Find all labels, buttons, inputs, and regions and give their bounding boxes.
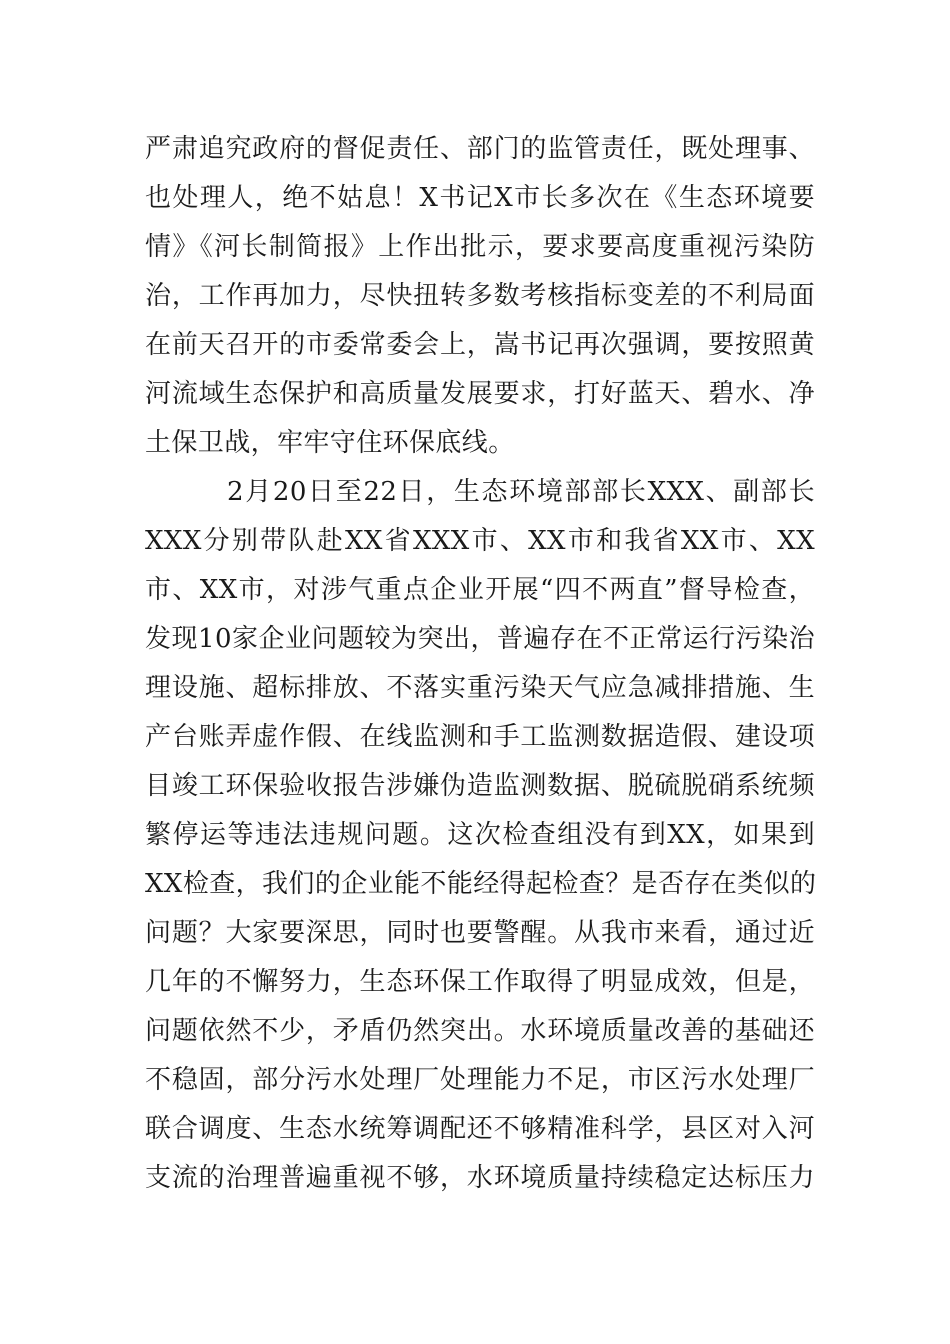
paragraph-2-line-8: 繁停运等违法违规问题。这次检查组没有到XX，如果到 [145,820,815,850]
paragraph-2-line-14: 联合调度、生态水统筹调配还不够精准科学，县区对入河 [145,1114,815,1144]
paragraph-1-line-7: 土保卫战，牢牢守住环保底线。 [145,428,515,458]
paragraph-2-line-3: 市、XX市，对涉气重点企业开展“四不两直”督导检查， [145,575,815,605]
paragraph-1-line-5: 在前天召开的市委常委会上，嵩书记再次强调，要按照黄 [145,330,815,360]
paragraph-2-line-10: 问题？大家要深思，同时也要警醒。从我市来看，通过近 [145,918,815,948]
paragraph-1 [145,125,815,468]
paragraph-1-line-1: 严肃追究政府的督促责任、部门的监管责任，既处理事、 [145,134,815,164]
paragraph-2-line-7: 目竣工环保验收报告涉嫌伪造监测数据、脱硫脱硝系统频 [145,771,815,801]
paragraph-2 [145,468,815,1203]
paragraph-2-line-9: XX检查，我们的企业能不能经得起检查？是否存在类似的 [145,869,817,899]
paragraph-2-line-2: XXX分别带队赴XX省XXX市、XX市和我省XX市、XX [145,526,815,556]
paragraph-1-line-3: 情》《河长制简报》上作出批示，要求要高度重视污染防 [145,232,815,262]
paragraph-2-line-6: 产台账弄虚作假、在线监测和手工监测数据造假、建设项 [145,722,815,752]
paragraph-2-line-5: 理设施、超标排放、不落实重污染天气应急减排措施、生 [145,673,815,703]
document-body [145,125,815,1203]
paragraph-2-line-12: 问题依然不少，矛盾仍然突出。水环境质量改善的基础还 [145,1016,815,1046]
paragraph-2-line-13: 不稳固，部分污水处理厂处理能力不足，市区污水处理厂 [145,1065,815,1095]
paragraph-1-line-4: 治，工作再加力，尽快扭转多数考核指标变差的不利局面 [145,281,815,311]
paragraph-2-line-15: 支流的治理普遍重视不够，水环境质量持续稳定达标压力 [145,1163,815,1193]
paragraph-2-line-4: 发现10家企业问题较为突出，普遍存在不正常运行污染治 [145,624,815,654]
paragraph-1-line-6: 河流域生态保护和高质量发展要求，打好蓝天、碧水、净 [145,379,815,409]
paragraph-1-line-2: 也处理人，绝不姑息！X书记X市长多次在《生态环境要 [145,183,815,213]
paragraph-2-line-1: 2月20日至22日，生态环境部部长XXX、副部长 [227,477,815,507]
paragraph-2-line-11: 几年的不懈努力，生态环保工作取得了明显成效，但是， [145,967,815,997]
